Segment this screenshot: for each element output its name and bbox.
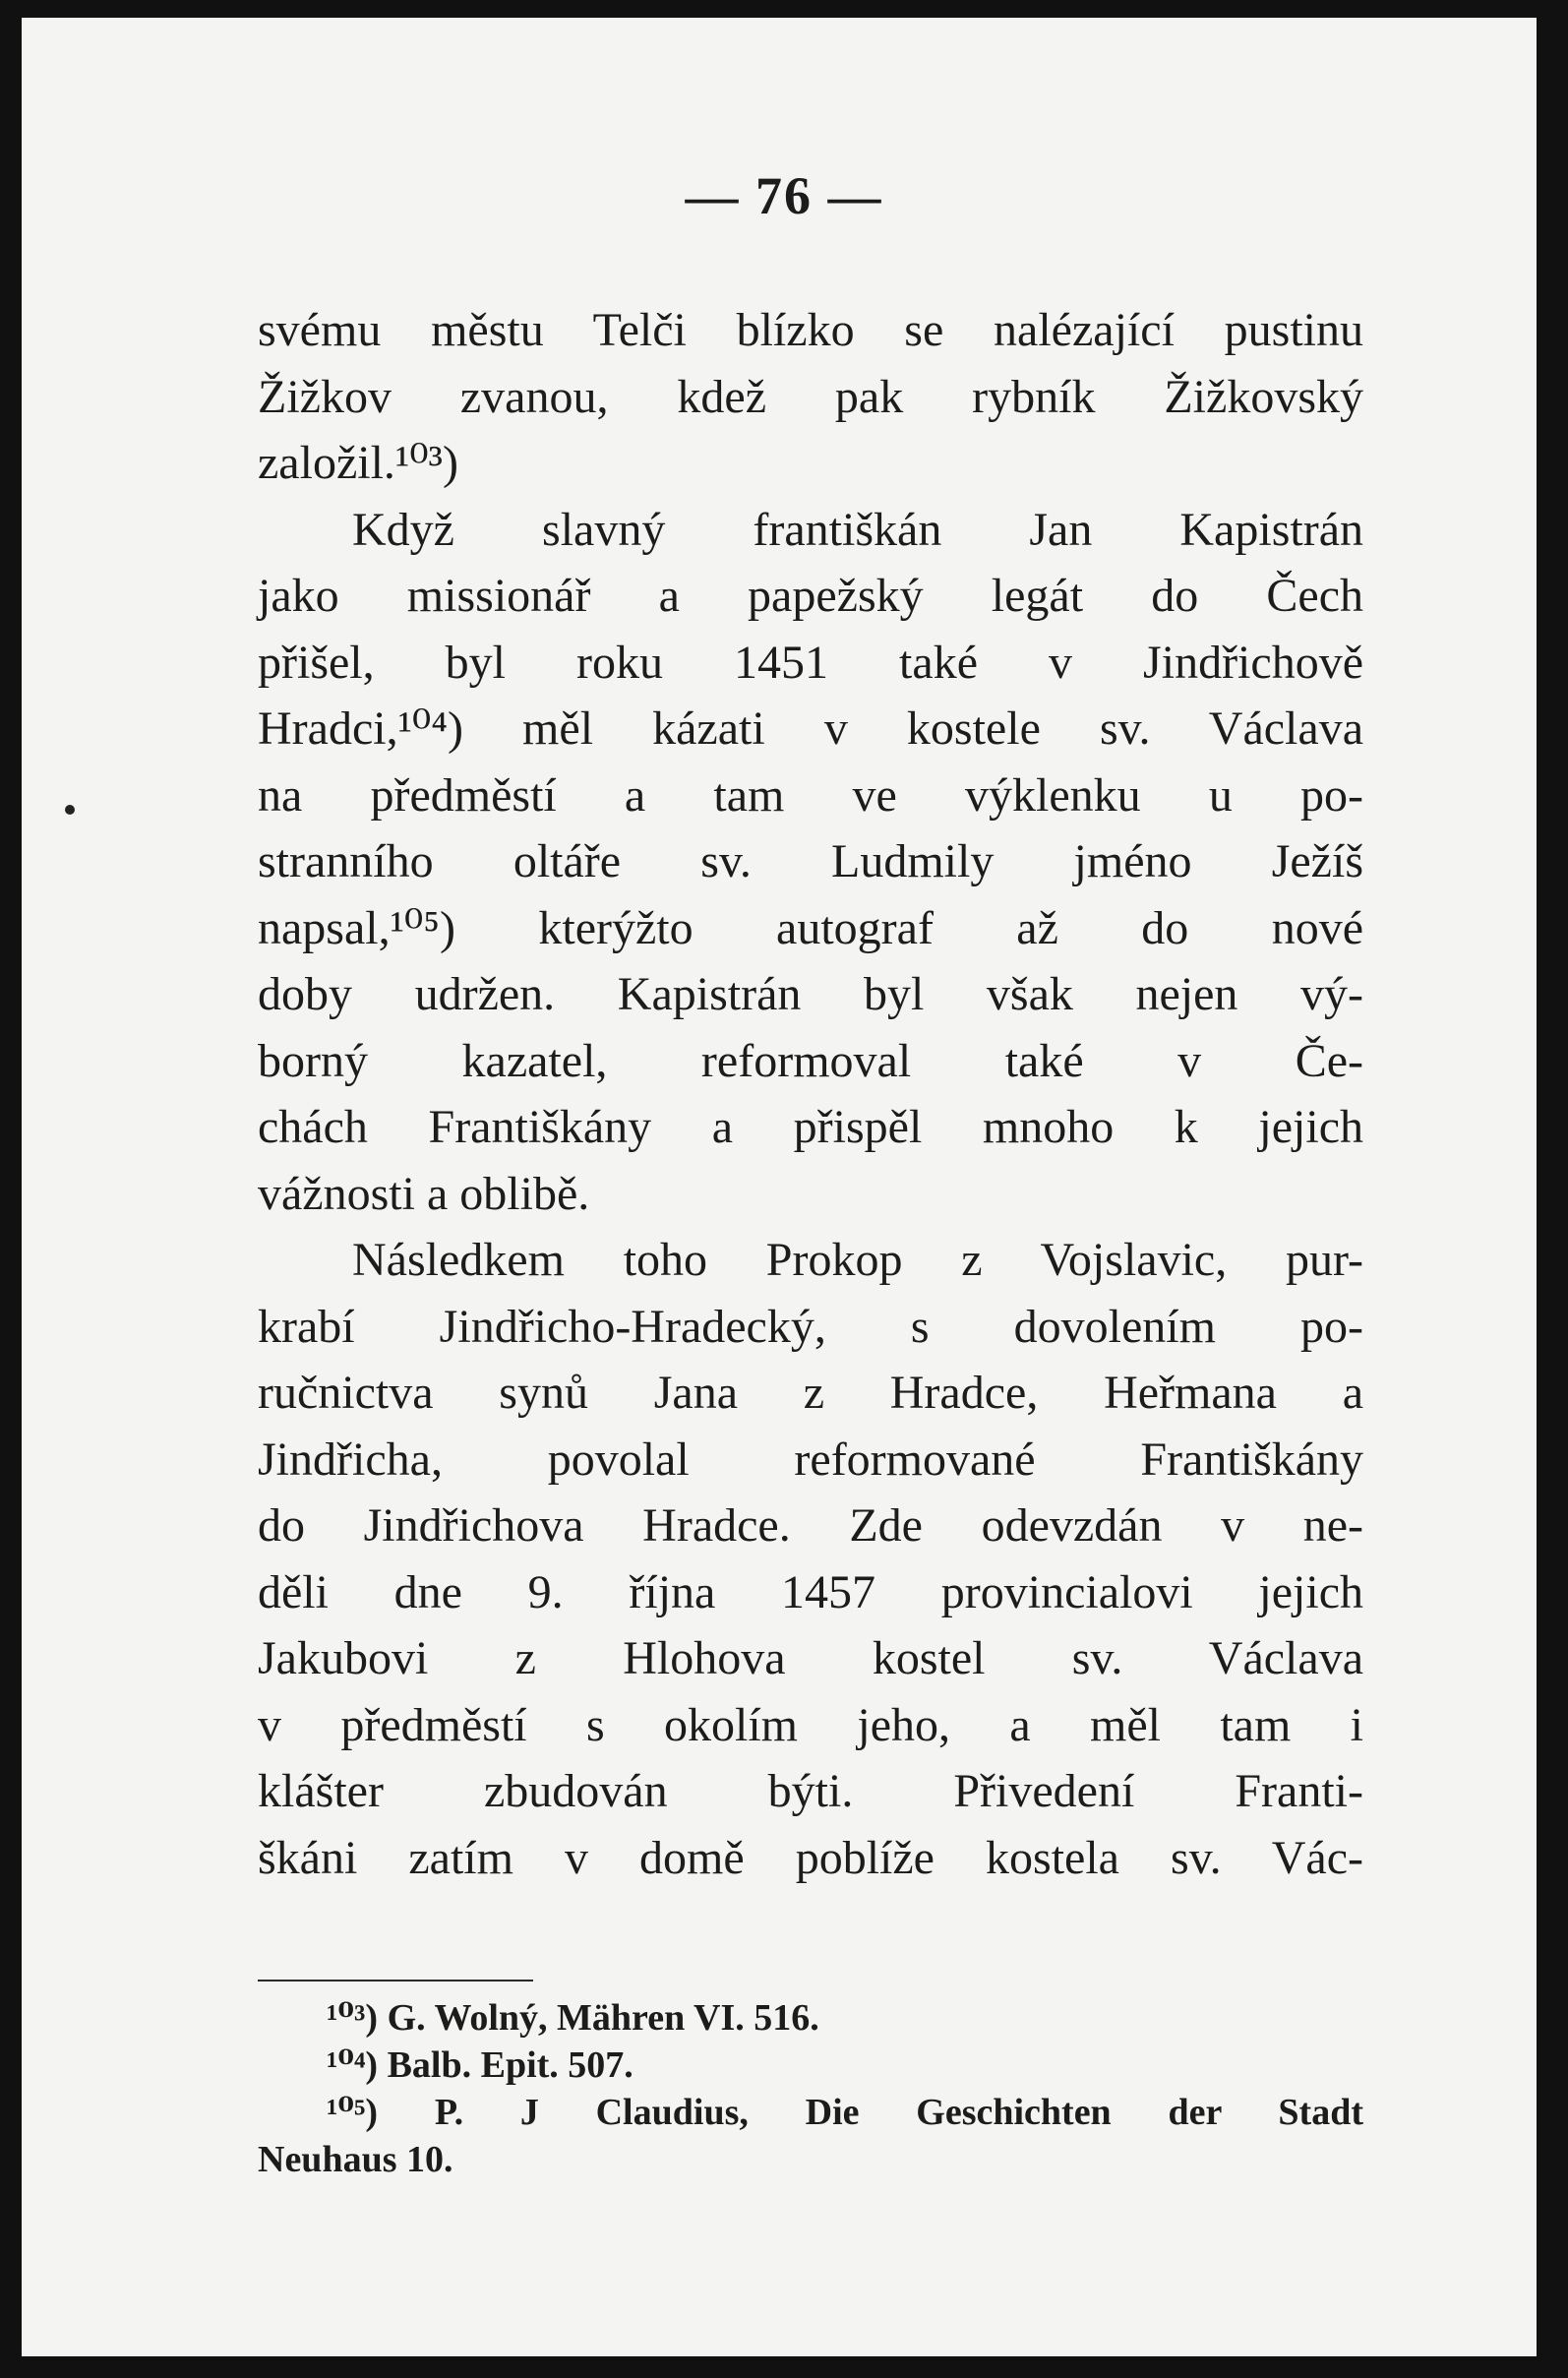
scan-border-left xyxy=(0,0,22,2378)
footnote-105: ¹⁰⁵) P. J Claudius, Die Geschichten der Stadt xyxy=(327,2092,1363,2133)
text-line: Následkem toho Prokop z Vojslavic, pur- xyxy=(352,1234,1363,1286)
text-line: doby udržen. Kapistrán byl však nejen vý- xyxy=(258,968,1363,1020)
text-line: Žižkov zvanou, kdež pak rybník Žižkovský xyxy=(258,370,1363,423)
footnote-105-continuation: Neuhaus 10. xyxy=(258,2139,453,2180)
text-line: vážnosti a oblibě. xyxy=(258,1167,590,1220)
margin-speck xyxy=(65,805,75,815)
body-text xyxy=(258,297,1363,1891)
text-line: Jakubovi z Hlohova kostel sv. Václava xyxy=(258,1632,1363,1684)
text-line: přišel, byl roku 1451 také v Jindřichově xyxy=(258,636,1363,689)
text-line: svému městu Telči blízko se nalézající pustinu xyxy=(258,304,1363,356)
footnote-divider xyxy=(258,1980,533,1982)
text-line: děli dne 9. října 1457 provincialovi jejich xyxy=(258,1565,1363,1618)
text-line: škáni zatím v domě poblíže kostela sv. Vác- xyxy=(258,1831,1363,1884)
footnote-103: ¹⁰³) G. Wolný, Mähren VI. 516. xyxy=(327,1997,819,2039)
text-line: chách Františkány a přispěl mnoho k jejich xyxy=(258,1101,1363,1153)
text-line: Hradci,¹⁰⁴) měl kázati v kostele sv. Václava xyxy=(258,702,1363,755)
footnote-104: ¹⁰⁴) Balb. Epit. 507. xyxy=(327,2044,633,2086)
text-line: založil.¹⁰³) xyxy=(258,437,458,489)
text-line: stranního oltáře sv. Ludmily jméno Ježíš xyxy=(258,835,1363,887)
text-line: do Jindřichova Hradce. Zde odevzdán v ne- xyxy=(258,1499,1363,1552)
text-line: jako missionář a papežský legát do Čech xyxy=(258,570,1363,622)
scan-border-bottom xyxy=(0,2356,1568,2378)
text-line: Jindřicha, povolal reformované Františkány xyxy=(258,1433,1363,1486)
text-line: na předměstí a tam ve výklenku u po- xyxy=(258,768,1363,822)
scan-border-top xyxy=(0,0,1568,18)
text-line: v předměstí s okolím jeho, a měl tam i xyxy=(258,1698,1363,1751)
text-line: napsal,¹⁰⁵) kterýžto autograf až do nové xyxy=(258,901,1363,954)
text-line: ručnictva synů Jana z Hradce, Heřmana a xyxy=(258,1367,1363,1419)
page-number: — 76 — xyxy=(685,166,883,225)
text-line: krabí Jindřicho-Hradecký, s dovolením po- xyxy=(258,1300,1363,1353)
text-line: klášter zbudován býti. Přivedení Franti- xyxy=(258,1765,1363,1817)
text-line: Když slavný františkán Jan Kapistrán xyxy=(352,503,1363,556)
footnotes xyxy=(258,1994,1363,2183)
scan-border-right xyxy=(1537,0,1568,2378)
text-line: borný kazatel, reformoval také v Če- xyxy=(258,1034,1363,1087)
